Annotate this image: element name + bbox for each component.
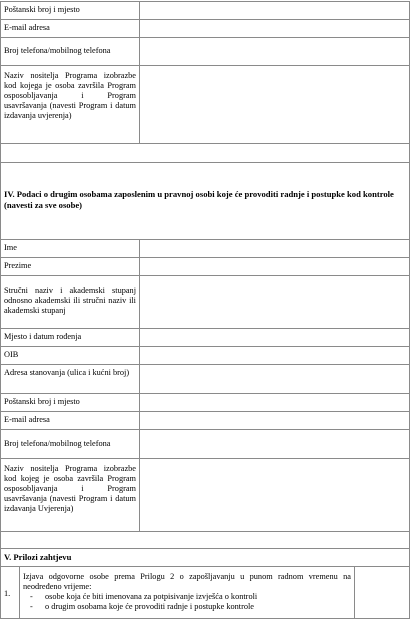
spacer-row-2 [0, 531, 410, 549]
bullet-mark: - [30, 592, 33, 601]
title-label: Stručni naziv i akademski stupanj odnosno akademski ili stručni naziv ili akademski stupanj [4, 286, 136, 315]
phone-value-field-iv[interactable] [139, 429, 410, 459]
attachment-text [20, 572, 354, 612]
last-name-value-field[interactable] [139, 257, 410, 276]
spacer-row [0, 143, 410, 163]
postal-label-iv: Poštanski broj i mjesto [4, 397, 80, 406]
program-provider-label: Naziv nositelja Programa izobrazbe kod kojega je osoba završila Program osposobljavanja i Program usavršavanja (navesti Program i datum izdavanja uvjerenja) [4, 71, 136, 120]
address-value-field[interactable] [139, 364, 410, 394]
last-name-label: Prezime [4, 261, 32, 270]
email-value-field-iv[interactable] [139, 411, 410, 430]
phone-value-field[interactable] [139, 37, 410, 66]
attachment-bullet [23, 592, 351, 602]
section-iv-heading: IV. Podaci o drugim osobama zaposlenim u pravnoj osobi koje će provoditi radnje i postupke kod kontrole (navesti za sve osobe) [4, 189, 394, 210]
birth-value-field[interactable] [139, 328, 410, 347]
email-value-field[interactable] [139, 19, 410, 38]
attachment-bullet-text: osobe koja će biti imenovana za potpisivanje izvješća o kontroli [45, 592, 258, 601]
section-v-heading: V. Prilozi zahtjevu [4, 552, 72, 562]
postal-label: Poštanski broj i mjesto [4, 5, 80, 14]
title-value-field[interactable] [139, 275, 410, 329]
oib-value-field[interactable] [139, 346, 410, 365]
oib-label: OIB [4, 350, 19, 359]
attachment-bullet-text: o drugim osobama koje će provoditi radnje i postupke kontrole [45, 602, 254, 611]
phone-label: Broj telefona/mobilnog telefona [4, 46, 111, 55]
address-label: Adresa stanovanja (ulica i kućni broj) [4, 368, 130, 377]
email-label: E-mail adresa [4, 23, 50, 32]
birth-label: Mjesto i datum rođenja [4, 332, 82, 341]
postal-value-field-iv[interactable] [139, 393, 410, 412]
postal-value-field[interactable] [139, 1, 410, 20]
program-provider-label-iv: Naziv nositelja Programa izobrazbe kod kojeg je osoba završila Program osposobljavanja i Program usavršavanja (navesti Program i datum izdavanja Uvjerenja) [4, 464, 136, 513]
attachment-bullet [23, 602, 351, 612]
email-label-iv: E-mail adresa [4, 415, 50, 424]
bullet-mark: - [30, 602, 33, 611]
program-provider-value-field-iv[interactable] [139, 458, 410, 532]
first-name-value-field[interactable] [139, 239, 410, 258]
attachment-value-field[interactable] [354, 566, 410, 619]
program-provider-value-field[interactable] [139, 65, 410, 144]
attachment-item-text: Izjava odgovorne osobe prema Prilogu 2 o zapošljavanju u punom radnom vremenu na neodređeno vrijeme: [23, 572, 351, 591]
first-name-label: Ime [4, 243, 17, 252]
phone-label-iv: Broj telefona/mobilnog telefona [4, 439, 111, 448]
attachment-number: 1. [4, 589, 11, 598]
